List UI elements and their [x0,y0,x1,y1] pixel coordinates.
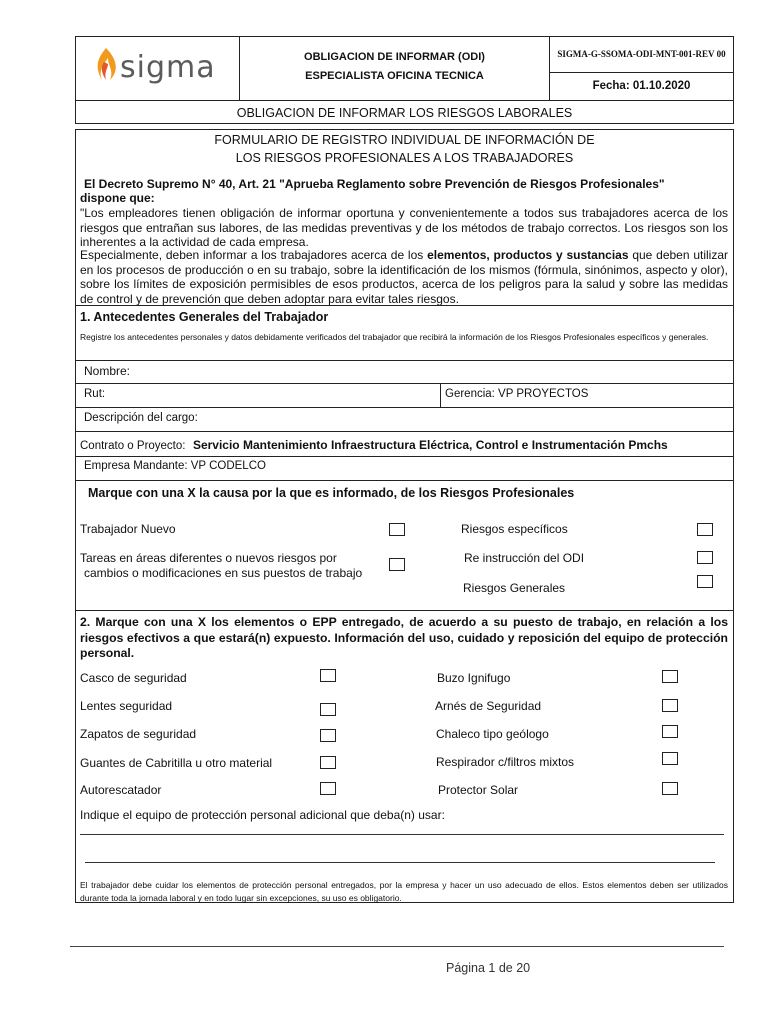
paragraph-2-end: que deben utilizar en los procesos de producción o en su trabajo, sobre la identificación de los mismos (fórmula, sinónimos, aspecto y olor), sobre los límites de exposición permisibles de esos productos, acerca de los peligros para la salud y sobre las medidas de control y de prevención que deben adoptar para evitar tales riesgos. [80,248,728,306]
paragraph-2-bold: elementos, productos y sustancias [427,248,629,262]
causes-title: Marque con una X la causa por la que es informado, de los Riesgos Profesionales [88,486,575,500]
checkbox-protector[interactable] [662,782,678,795]
rut-label: Rut: [84,388,106,400]
epp-left-lentes: Lentes seguridad [80,699,173,713]
epp-footer-note: El trabajador debe cuidar los elementos de protección personal entregados, por la empresa y hacer un uso adecuado de ellos. Estos elementos deben ser utilizados durante toda la jornada laboral y en todo lugar sin excepciones, su uso es obligatorio. [80,880,728,903]
document-date: Fecha: 01.10.2020 [592,80,691,92]
checkbox-zapatos[interactable] [320,729,336,742]
additional-epp-label: Indique el equipo de protección personal adicional que deba(n) usar: [80,808,445,822]
header-title-2: ESPECIALISTA OFICINA TECNICA [305,70,484,82]
epp-left-autorescatador: Autorescatador [80,783,162,797]
epp-left-guantes: Guantes de Cabritilla u otro material [80,756,273,770]
checkbox-riesgos-especificos[interactable] [697,523,713,536]
cause-tareas [80,551,362,581]
cause-riesgos-generales: Riesgos Generales [463,581,566,595]
header-title-1: OBLIGACION DE INFORMAR (ODI) [304,51,485,63]
page-number: Página 1 de 20 [446,961,531,975]
decree-line-1: El Decreto Supremo N° 40, Art. 21 "Aprueba Reglamento sobre Prevención de Riesgos Profesionales" [84,177,665,191]
empresa-mandante: Empresa Mandante: VP CODELCO [84,460,266,472]
checkbox-casco[interactable] [320,669,336,682]
document-code: SIGMA-G-SSOMA-ODI-MNT-001-REV 00 [557,49,726,59]
contrato-value: Servicio Mantenimiento Infraestructura Eléctrica, Control e Instrumentación Pmchs [192,438,668,452]
epp-left-zapatos: Zapatos de seguridad [80,727,197,741]
section-2-title: 2. Marque con una X los elementos o EPP entregado, de acuerdo a su puesto de trabajo, en relación a los riesgos efectivos a que estará(n) expuesto. Información del uso, cuidado y reposición del equipo de protección personal. [80,615,728,660]
section-1-instructions: Registre los antecedentes personales y datos debidamente verificados del trabajador que recibirá la información de los Riesgos Profesionales específicos y generales. [80,332,709,342]
contrato-row [80,436,730,454]
section-1-title: 1. Antecedentes Generales del Trabajador [80,310,329,324]
decree-paragraph-1: "Los empleadores tienen obligación de informar oportuna y convenientemente a todos sus trabajadores acerca de los riesgos que entrañan sus labores, de las medidas preventivas y de los métodos de trabajo correctos. Los riesgos son los inherentes a la actividad de cada empresa. [80,206,728,249]
flame-icon [92,46,122,86]
contrato-label: Contrato o Proyecto: [80,440,186,452]
cause-riesgos-especificos: Riesgos específicos [461,522,568,536]
checkbox-respirador[interactable] [662,752,678,765]
nombre-label: Nombre: [84,364,131,378]
checkbox-buzo[interactable] [662,670,678,683]
gerencia-field: Gerencia: VP PROYECTOS [445,388,589,400]
form-title-1: FORMULARIO DE REGISTRO INDIVIDUAL DE INFORMACIÓN DE [214,133,595,147]
company-logo [92,44,232,88]
epp-right-chaleco: Chaleco tipo geólogo [436,727,549,741]
decree-paragraph-2 [80,248,728,306]
additional-epp-line-1[interactable] [80,834,724,835]
checkbox-autorescatador[interactable] [320,782,336,795]
epp-right-protector: Protector Solar [438,783,519,797]
header-subtitle: OBLIGACION DE INFORMAR LOS RIESGOS LABORALES [236,106,573,120]
checkbox-tareas[interactable] [389,558,405,571]
epp-right-respirador: Respirador c/filtros mixtos [436,755,575,769]
additional-epp-line-2[interactable] [85,862,715,863]
checkbox-reinstruccion[interactable] [697,551,713,564]
cause-tareas-line-1: Tareas en áreas diferentes o nuevos riesgos por [80,551,337,565]
epp-right-buzo: Buzo Ignifugo [437,671,511,685]
form-title-2: LOS RIESGOS PROFESIONALES A LOS TRABAJADORES [235,151,574,165]
checkbox-lentes[interactable] [320,703,336,716]
checkbox-trabajador-nuevo[interactable] [389,523,405,536]
checkbox-chaleco[interactable] [662,725,678,738]
footer-rule [70,946,724,947]
paragraph-2-start: Especialmente, deben informar a los trabajadores acerca de los [80,248,428,262]
company-name: sigma [120,50,216,85]
decree-heading [80,177,728,205]
epp-left-casco: Casco de seguridad [80,671,187,685]
cause-tareas-line-2: cambios o modificaciones en sus puestos de trabajo [84,566,363,580]
decree-line-2: dispone que: [80,191,155,205]
checkbox-guantes[interactable] [320,756,336,769]
cargo-label: Descripción del cargo: [84,412,198,424]
checkbox-arnes[interactable] [662,699,678,712]
checkbox-riesgos-generales[interactable] [697,575,713,588]
epp-right-arnes: Arnés de Seguridad [435,699,542,713]
cause-reinstruccion: Re instrucción del ODI [464,551,585,565]
cause-trabajador-nuevo: Trabajador Nuevo [80,522,176,536]
